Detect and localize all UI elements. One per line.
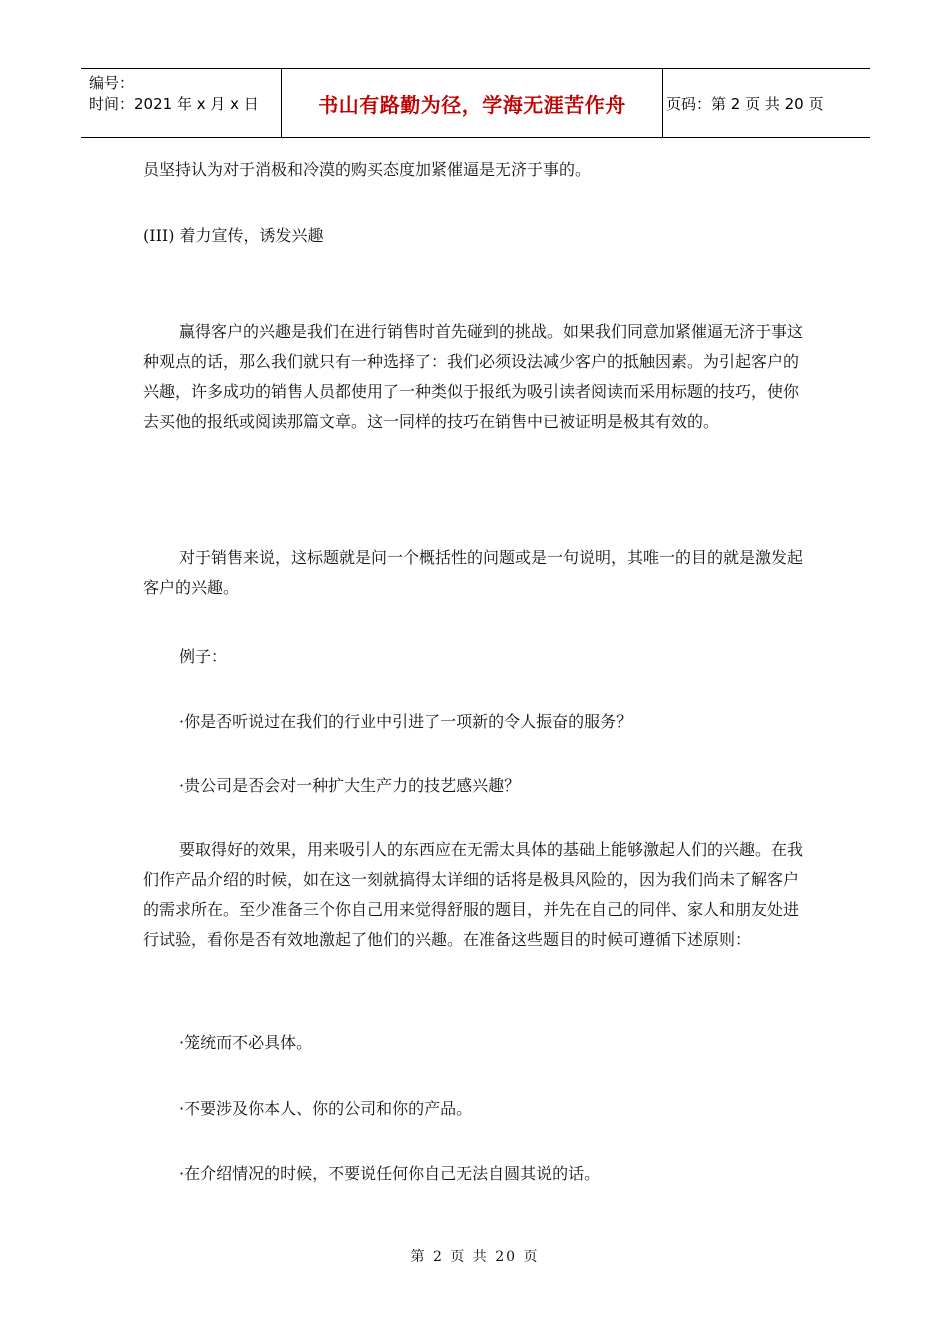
header-left-cell xyxy=(81,69,281,137)
header-motto-cell xyxy=(281,69,663,137)
rule-item: ·在介绍情况的时候，不要说任何你自己无法自圆其说的话。 xyxy=(179,1164,601,1183)
motto-text: 书山有路勤为径，学海无涯苦作舟 xyxy=(318,93,626,117)
paragraph-continued: 员坚持认为对于消极和冷漠的购买态度加紧催逼是无济于事的。 xyxy=(143,160,592,179)
number-label: 编号： xyxy=(89,74,135,92)
example-label: 例子： xyxy=(179,647,228,666)
paragraph-headline: 对于销售来说，这标题就是问一个概括性的问题或是一句说明，其唯一的目的就是激发起客户的兴趣。 xyxy=(143,548,804,597)
rule-item: ·不要涉及你本人、你的公司和你的产品。 xyxy=(179,1099,473,1118)
paragraph-interest: 赢得客户的兴趣是我们在进行销售时首先碰到的挑战。如果我们同意加紧催逼无济于事这种观点的话，那么我们就只有一种选择了：我们必须设法减少客户的抵触因素。为引起客户的兴趣，许多成功的销售人员都使用了一种类似于报纸为吸引读者阅读而采用标题的技巧，使你去买他的报纸或阅读那篇文章。这一同样的技巧在销售中已被证明是极其有效的。 xyxy=(143,322,804,431)
section-heading: (III) 着力宣传，诱发兴趣 xyxy=(143,226,324,245)
example-item: ·贵公司是否会对一种扩大生产力的技艺感兴趣？ xyxy=(179,776,521,795)
paragraph-effect: 要取得好的效果，用来吸引人的东西应在无需太具体的基础上能够激起人们的兴趣。在我们作产品介绍的时候，如在这一刻就搞得太详细的话将是极具风险的，因为我们尚未了解客户的需求所在。至少准备三个你自己用来觉得舒服的题目，并先在自己的同伴、家人和朋友处进行试验，看你是否有效地激起了他们的兴趣。在准备这些题目的时候可遵循下述原则： xyxy=(143,840,804,949)
header-page-cell xyxy=(662,69,870,137)
document-header xyxy=(81,68,870,138)
time-label: 时间：2021 年 x 月 x 日 xyxy=(89,95,259,113)
example-item: ·你是否听说过在我们的行业中引进了一项新的令人振奋的服务？ xyxy=(179,712,633,731)
rule-item: ·笼统而不必具体。 xyxy=(179,1033,313,1052)
page-footer: 第 2 页 共 20 页 xyxy=(410,1249,540,1265)
header-page-info: 页码：第 2 页 共 20 页 xyxy=(666,95,824,113)
